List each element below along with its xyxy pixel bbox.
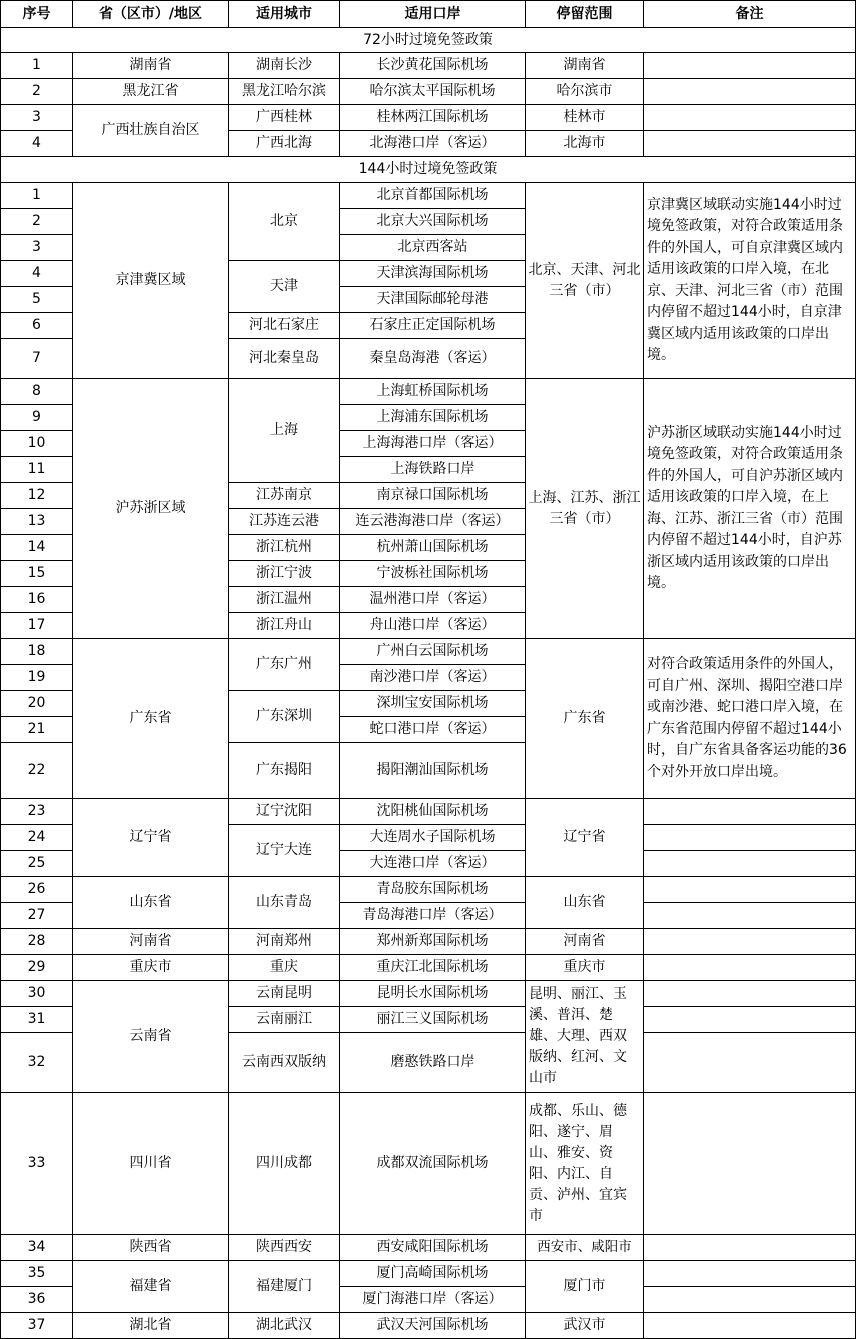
row-city: 陕西西安 [229, 1235, 340, 1261]
row-scope: 成都、乐山、德阳、遂宁、眉山、雅安、资阳、内江、自贡、泸州、宜宾市 [526, 1093, 644, 1235]
row-port: 舟山港口岸（客运） [340, 613, 526, 639]
table-row [1, 639, 856, 665]
row-city: 上海 [229, 379, 340, 483]
row-no: 12 [1, 483, 73, 509]
row-note [644, 825, 856, 851]
row-city: 天津 [229, 261, 340, 313]
row-port: 青岛海港口岸（客运） [340, 903, 526, 929]
row-port: 丽江三义国际机场 [340, 1007, 526, 1033]
row-scope: 上海、江苏、浙江三省（市） [526, 379, 644, 639]
section-72-title: 72小时过境免签政策 [1, 28, 856, 53]
row-scope: 湖南省 [526, 53, 644, 79]
row-port: 哈尔滨太平国际机场 [340, 79, 526, 105]
table-row [1, 79, 856, 105]
row-no: 32 [1, 1033, 73, 1093]
row-port: 成都双流国际机场 [340, 1093, 526, 1235]
row-no: 16 [1, 587, 73, 613]
row-city: 浙江温州 [229, 587, 340, 613]
header-note: 备注 [644, 1, 856, 28]
row-no: 30 [1, 981, 73, 1007]
row-no: 4 [1, 261, 73, 287]
row-no: 19 [1, 665, 73, 691]
header-scope: 停留范围 [526, 1, 644, 28]
row-note [644, 53, 856, 79]
row-city: 河北石家庄 [229, 313, 340, 339]
header-city: 适用城市 [229, 1, 340, 28]
row-note [644, 955, 856, 981]
row-city: 浙江杭州 [229, 535, 340, 561]
row-region: 山东省 [73, 877, 229, 929]
row-city: 浙江舟山 [229, 613, 340, 639]
row-note [644, 981, 856, 1007]
row-port: 南沙港口岸（客运） [340, 665, 526, 691]
row-region: 河南省 [73, 929, 229, 955]
row-scope: 桂林市 [526, 105, 644, 131]
row-scope: 重庆市 [526, 955, 644, 981]
row-no: 7 [1, 339, 73, 379]
row-port: 上海虹桥国际机场 [340, 379, 526, 405]
row-city: 黑龙江哈尔滨 [229, 79, 340, 105]
row-region: 京津冀区域 [73, 183, 229, 379]
row-city: 云南西双版纳 [229, 1033, 340, 1093]
row-no: 18 [1, 639, 73, 665]
row-no: 22 [1, 743, 73, 799]
row-no: 8 [1, 379, 73, 405]
row-note: 京津冀区域联动实施144小时过境免签政策，对符合政策适用条件的外国人，可自京津冀区域内适用该政策的口岸入境，在北京、天津、河北三省（市）范围内停留不超过144小时，自京津冀区域内适用该政策的口岸出境。 [644, 183, 856, 379]
row-note [644, 1287, 856, 1313]
row-port: 蛇口港口岸（客运） [340, 717, 526, 743]
row-port: 广州白云国际机场 [340, 639, 526, 665]
row-region: 云南省 [73, 981, 229, 1093]
row-port: 北京首都国际机场 [340, 183, 526, 209]
table-row [1, 981, 856, 1007]
row-no: 4 [1, 131, 73, 157]
row-port: 厦门海港口岸（客运） [340, 1287, 526, 1313]
row-note [644, 799, 856, 825]
row-city: 辽宁大连 [229, 825, 340, 877]
row-scope: 哈尔滨市 [526, 79, 644, 105]
section-144-title: 144小时过境免签政策 [1, 157, 856, 183]
row-scope: 辽宁省 [526, 799, 644, 877]
row-port: 秦皇岛海港（客运） [340, 339, 526, 379]
row-port: 西安咸阳国际机场 [340, 1235, 526, 1261]
row-city: 湖北武汉 [229, 1313, 340, 1339]
row-region: 福建省 [73, 1261, 229, 1313]
row-region: 四川省 [73, 1093, 229, 1235]
row-city: 广西北海 [229, 131, 340, 157]
row-port: 郑州新郑国际机场 [340, 929, 526, 955]
row-port: 上海浦东国际机场 [340, 405, 526, 431]
row-note: 对符合政策适用条件的外国人，可自广州、深圳、揭阳空港口岸或南沙港、蛇口港口岸入境，在广东省范围内停留不超过144小时，自广东省具备客运功能的36个对外开放口岸出境。 [644, 639, 856, 799]
row-port: 重庆江北国际机场 [340, 955, 526, 981]
row-region: 辽宁省 [73, 799, 229, 877]
row-no: 1 [1, 183, 73, 209]
row-no: 20 [1, 691, 73, 717]
row-no: 37 [1, 1313, 73, 1339]
row-no: 28 [1, 929, 73, 955]
row-city: 北京 [229, 183, 340, 261]
row-note [644, 877, 856, 903]
row-note [644, 1007, 856, 1033]
row-port: 大连周水子国际机场 [340, 825, 526, 851]
row-region: 陕西省 [73, 1235, 229, 1261]
table-row [1, 929, 856, 955]
row-port: 南京禄口国际机场 [340, 483, 526, 509]
header-port: 适用口岸 [340, 1, 526, 28]
row-city: 河南郑州 [229, 929, 340, 955]
row-scope: 武汉市 [526, 1313, 644, 1339]
row-no: 2 [1, 209, 73, 235]
table-row [1, 183, 856, 209]
row-no: 3 [1, 105, 73, 131]
row-no: 25 [1, 851, 73, 877]
row-no: 5 [1, 287, 73, 313]
row-no: 14 [1, 535, 73, 561]
row-note [644, 1093, 856, 1235]
row-port: 厦门高崎国际机场 [340, 1261, 526, 1287]
row-no: 29 [1, 955, 73, 981]
row-port: 青岛胶东国际机场 [340, 877, 526, 903]
row-no: 15 [1, 561, 73, 587]
row-no: 26 [1, 877, 73, 903]
row-port: 桂林两江国际机场 [340, 105, 526, 131]
row-no: 21 [1, 717, 73, 743]
row-scope: 昆明、丽江、玉溪、普洱、楚雄、大理、西双版纳、红河、文山市 [526, 981, 644, 1093]
row-no: 34 [1, 1235, 73, 1261]
row-region: 广东省 [73, 639, 229, 799]
row-region: 湖北省 [73, 1313, 229, 1339]
row-port: 北京西客站 [340, 235, 526, 261]
row-port: 天津滨海国际机场 [340, 261, 526, 287]
row-scope: 广东省 [526, 639, 644, 799]
row-port: 上海铁路口岸 [340, 457, 526, 483]
row-note [644, 131, 856, 157]
row-no: 6 [1, 313, 73, 339]
row-city: 山东青岛 [229, 877, 340, 929]
table-row [1, 877, 856, 903]
section-72-row [1, 28, 856, 53]
table-row [1, 105, 856, 131]
row-note: 沪苏浙区域联动实施144小时过境免签政策，对符合政策适用条件的外国人，可自沪苏浙区域内适用该政策的口岸入境，在上海、江苏、浙江三省（市）范围内停留不超过144小时，自沪苏浙区域内适用该政策的口岸出境。 [644, 379, 856, 639]
row-port: 揭阳潮汕国际机场 [340, 743, 526, 799]
row-note [644, 1313, 856, 1339]
row-scope: 厦门市 [526, 1261, 644, 1313]
row-no: 9 [1, 405, 73, 431]
table-row [1, 955, 856, 981]
row-city: 重庆 [229, 955, 340, 981]
row-port: 杭州萧山国际机场 [340, 535, 526, 561]
row-no: 13 [1, 509, 73, 535]
row-note [644, 851, 856, 877]
row-port: 昆明长水国际机场 [340, 981, 526, 1007]
row-region: 黑龙江省 [73, 79, 229, 105]
row-region: 湖南省 [73, 53, 229, 79]
row-no: 17 [1, 613, 73, 639]
row-city: 云南昆明 [229, 981, 340, 1007]
row-note [644, 929, 856, 955]
table-row [1, 1313, 856, 1339]
row-port: 深圳宝安国际机场 [340, 691, 526, 717]
table-row [1, 379, 856, 405]
row-scope: 北京、天津、河北三省（市） [526, 183, 644, 379]
row-city: 广东深圳 [229, 691, 340, 743]
row-city: 福建厦门 [229, 1261, 340, 1313]
row-region: 沪苏浙区域 [73, 379, 229, 639]
row-port: 长沙黄花国际机场 [340, 53, 526, 79]
row-city: 广西桂林 [229, 105, 340, 131]
header-region: 省（区市）/地区 [73, 1, 229, 28]
row-port: 武汉天河国际机场 [340, 1313, 526, 1339]
row-no: 1 [1, 53, 73, 79]
row-city: 云南丽江 [229, 1007, 340, 1033]
row-port: 磨憨铁路口岸 [340, 1033, 526, 1093]
row-city: 河北秦皇岛 [229, 339, 340, 379]
row-no: 31 [1, 1007, 73, 1033]
row-note [644, 903, 856, 929]
row-port: 北海港口岸（客运） [340, 131, 526, 157]
row-no: 3 [1, 235, 73, 261]
row-port: 温州港口岸（客运） [340, 587, 526, 613]
row-note [644, 1235, 856, 1261]
row-port: 北京大兴国际机场 [340, 209, 526, 235]
row-city: 湖南长沙 [229, 53, 340, 79]
row-note [644, 79, 856, 105]
table-row [1, 1261, 856, 1287]
row-no: 23 [1, 799, 73, 825]
row-port: 大连港口岸（客运） [340, 851, 526, 877]
row-scope: 山东省 [526, 877, 644, 929]
row-port: 上海海港口岸（客运） [340, 431, 526, 457]
table-row [1, 799, 856, 825]
row-city: 江苏连云港 [229, 509, 340, 535]
row-no: 35 [1, 1261, 73, 1287]
table-row [1, 1093, 856, 1235]
row-port: 连云港海港口岸（客运） [340, 509, 526, 535]
row-city: 辽宁沈阳 [229, 799, 340, 825]
row-city: 四川成都 [229, 1093, 340, 1235]
section-144-row [1, 157, 856, 183]
row-port: 天津国际邮轮母港 [340, 287, 526, 313]
header-row [1, 1, 856, 28]
row-no: 36 [1, 1287, 73, 1313]
row-city: 浙江宁波 [229, 561, 340, 587]
row-no: 11 [1, 457, 73, 483]
row-city: 广东广州 [229, 639, 340, 691]
row-no: 10 [1, 431, 73, 457]
row-no: 27 [1, 903, 73, 929]
row-note [644, 1261, 856, 1287]
row-region: 广西壮族自治区 [73, 105, 229, 157]
row-no: 33 [1, 1093, 73, 1235]
row-region: 重庆市 [73, 955, 229, 981]
row-city: 广东揭阳 [229, 743, 340, 799]
header-no: 序号 [1, 1, 73, 28]
row-port: 石家庄正定国际机场 [340, 313, 526, 339]
row-scope: 北海市 [526, 131, 644, 157]
table-row [1, 53, 856, 79]
row-no: 24 [1, 825, 73, 851]
row-note [644, 105, 856, 131]
row-port: 沈阳桃仙国际机场 [340, 799, 526, 825]
row-city: 江苏南京 [229, 483, 340, 509]
row-note [644, 1033, 856, 1093]
row-scope: 西安市、咸阳市 [526, 1235, 644, 1261]
table-row [1, 1235, 856, 1261]
row-no: 2 [1, 79, 73, 105]
row-scope: 河南省 [526, 929, 644, 955]
row-port: 宁波栎社国际机场 [340, 561, 526, 587]
